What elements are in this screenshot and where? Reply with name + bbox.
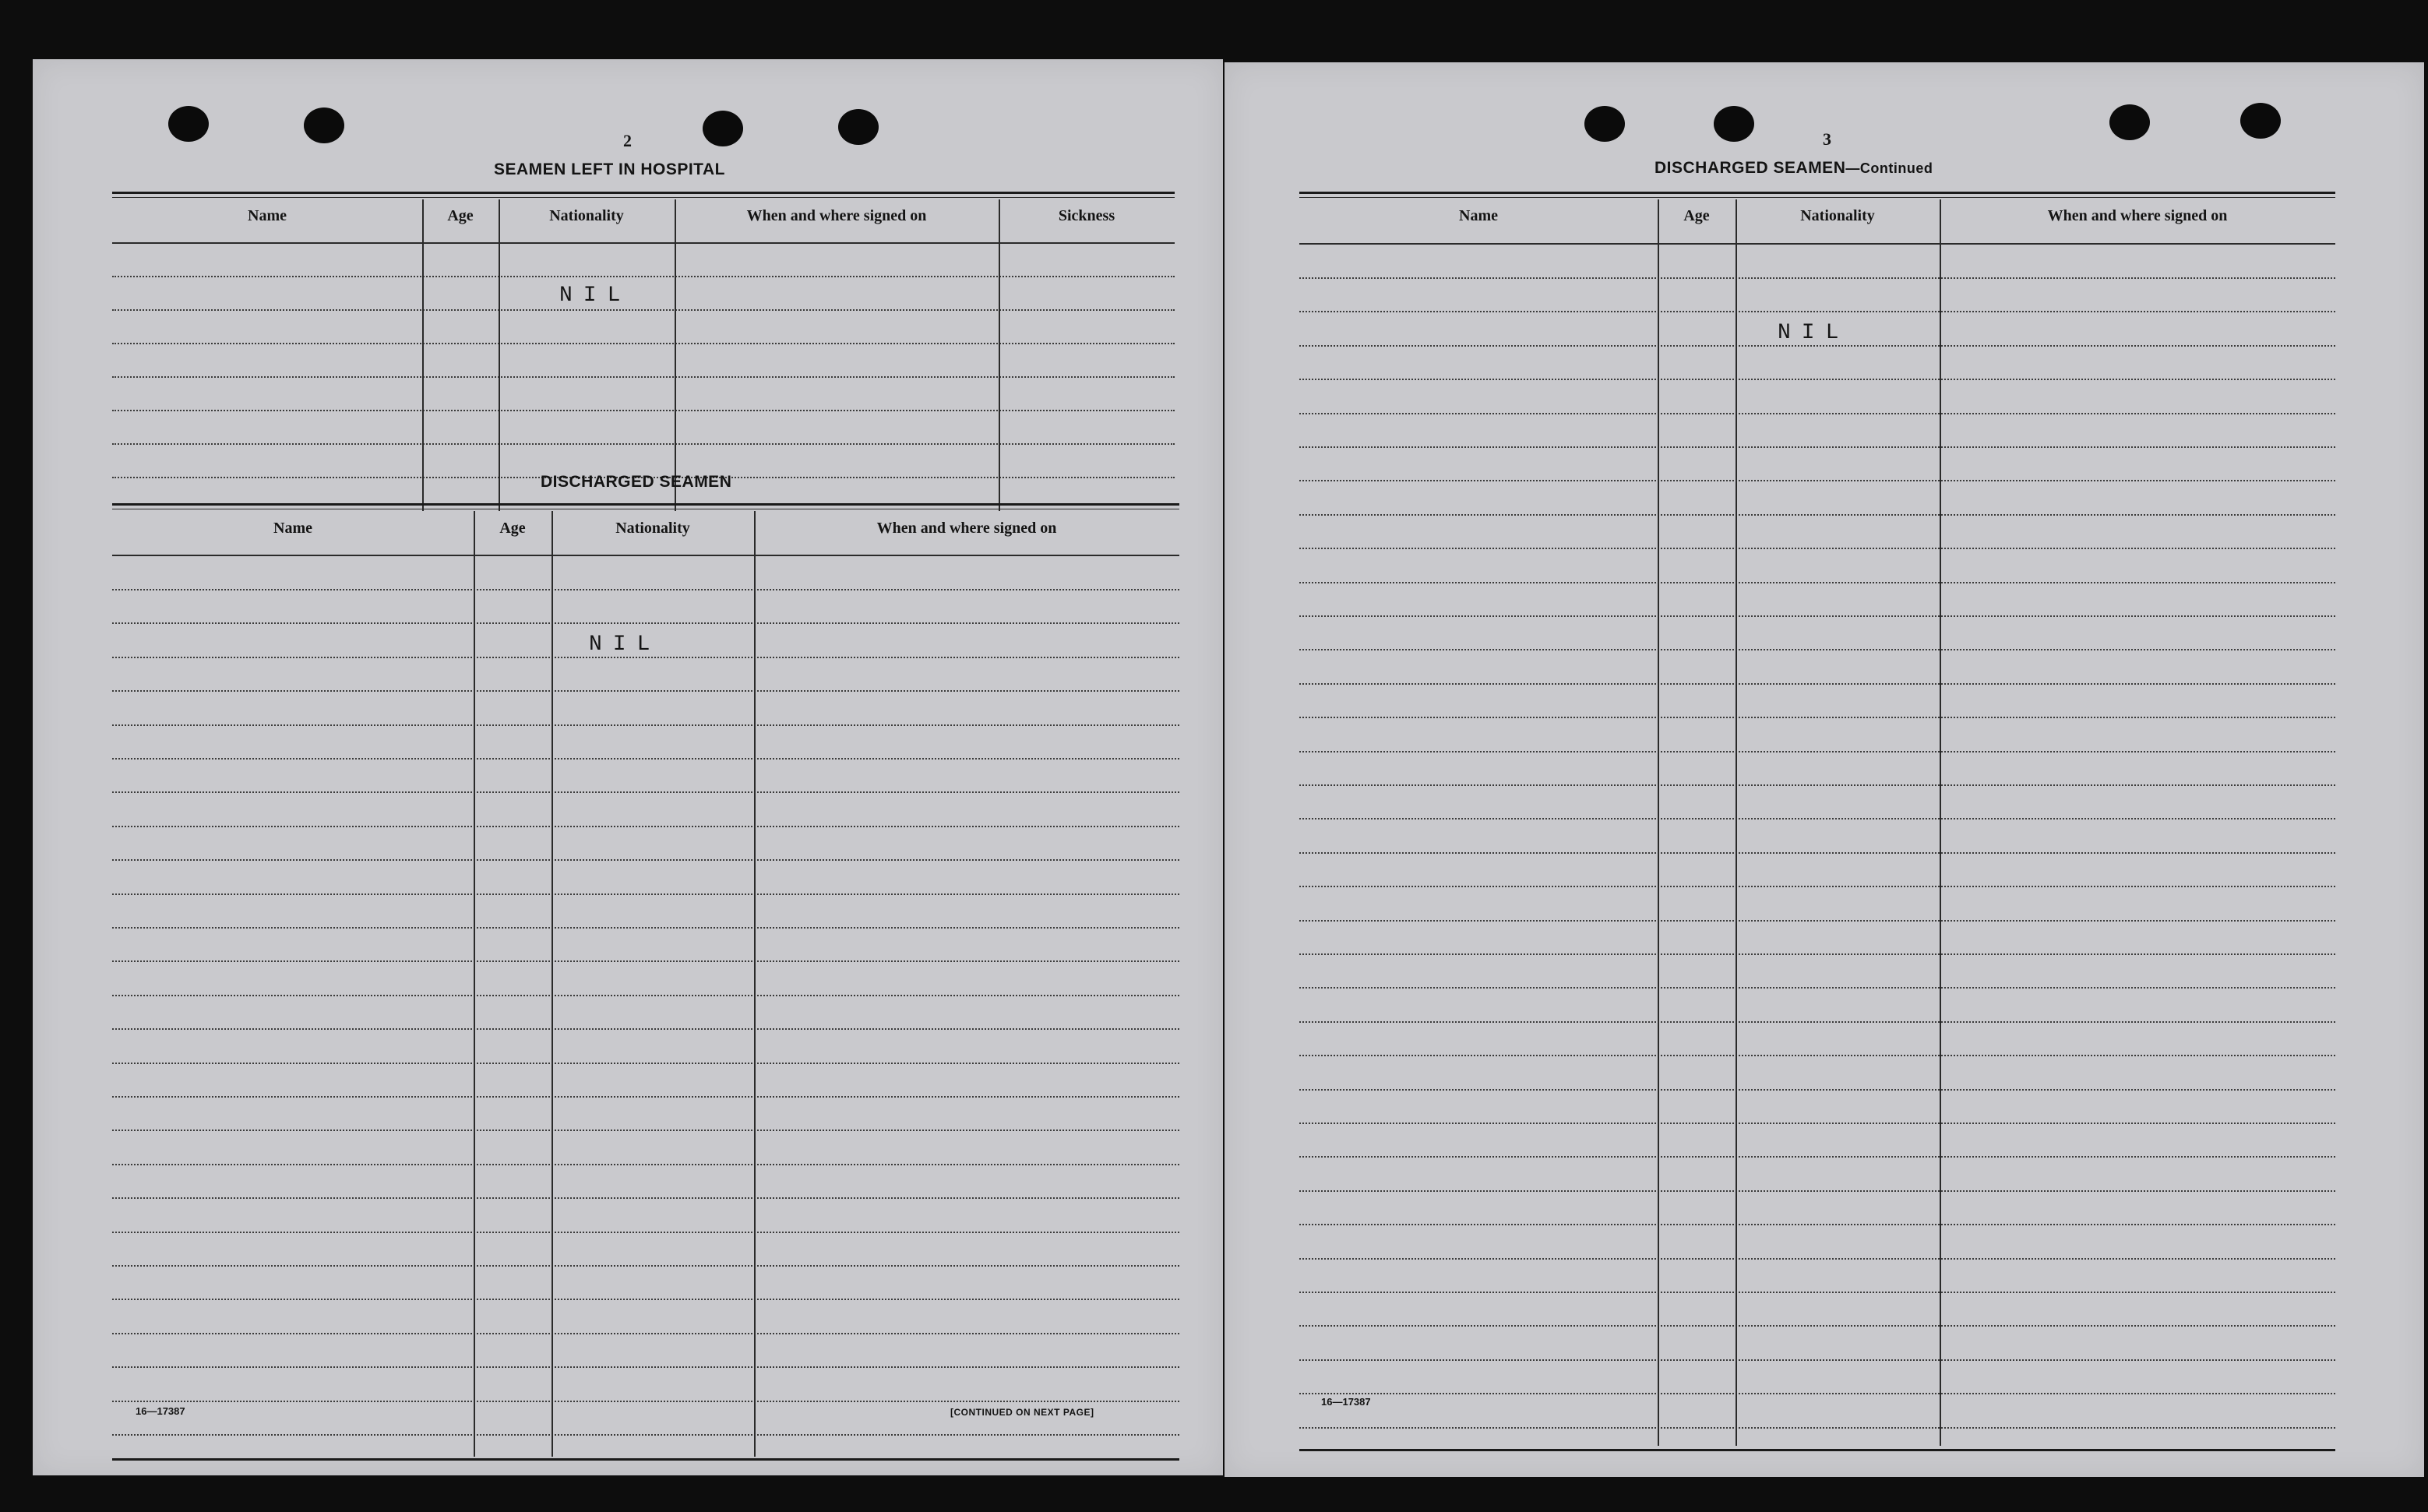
ruled-row-line [1299,953,2335,955]
table-bottom-rule [1299,1449,2335,1451]
hospital-section-title: SEAMEN LEFT IN HOSPITAL [494,160,725,178]
ruled-row-line [1299,480,2335,481]
ruled-row-line [112,657,1179,658]
column-header-signed-on: When and where signed on [2047,207,2228,224]
ruled-row-line [112,927,1179,929]
ruled-row-line [112,995,1179,996]
nil-entry: NIL [1778,321,1850,345]
ruled-row-line [112,309,1175,311]
ruled-row-line [112,960,1179,962]
ruled-row-line [1299,852,2335,854]
column-header-name: Name [1459,207,1498,224]
column-header-nationality: Nationality [549,207,624,224]
ruled-row-line [112,1164,1179,1165]
ruled-row-line [1299,1325,2335,1327]
ruled-row-line [112,758,1179,760]
ruled-row-line [112,690,1179,692]
column-header-name: Name [248,207,287,224]
column-header-age: Age [447,207,474,224]
table-top-rule [112,503,1179,506]
title-suffix: —Continued [1845,160,1933,176]
column-divider [474,511,475,1457]
column-header-signed-on: When and where signed on [876,520,1057,537]
header-rule [112,242,1175,244]
column-divider [754,511,756,1457]
column-divider [999,199,1000,511]
column-divider [499,199,500,511]
ruled-row-line [1299,1292,2335,1293]
ruled-row-line [112,1232,1179,1233]
ruled-row-line [1299,683,2335,685]
column-header-nationality: Nationality [615,520,690,537]
ruled-row-line [1299,1359,2335,1361]
page-number: 3 [1823,129,1831,149]
ruled-row-line [112,1096,1179,1098]
ruled-row-line [1299,345,2335,347]
table-top-rule [1299,197,2335,198]
nil-entry: NIL [559,284,632,308]
ruled-row-line [1299,818,2335,819]
right-page [1225,62,2424,1477]
ruled-row-line [1299,379,2335,380]
ruled-row-line [112,410,1175,411]
table-top-rule [1299,192,2335,194]
column-header-name: Name [273,520,312,537]
ruled-row-line [112,276,1175,277]
left-page [33,59,1223,1475]
punch-hole [838,109,879,145]
ruled-row-line [112,622,1179,624]
punch-hole [2240,103,2281,139]
ruled-row-line [1299,582,2335,583]
ruled-row-line [112,343,1175,344]
ruled-row-line [112,1299,1179,1300]
column-header-signed-on: When and where signed on [746,207,927,224]
discharged-section-title: DISCHARGED SEAMEN [541,473,732,491]
section-title: DISCHARGED SEAMEN [1654,159,1846,177]
ruled-row-line [1299,1055,2335,1056]
ruled-row-line [1299,413,2335,414]
ruled-row-line [1299,920,2335,922]
ruled-row-line [1299,751,2335,752]
column-divider [551,511,553,1457]
ruled-row-line [1299,717,2335,718]
ruled-row-line [1299,784,2335,786]
ruled-row-line [1299,1427,2335,1429]
ruled-row-line [1299,1021,2335,1023]
ruled-row-line [1299,1123,2335,1124]
ruled-row-line [112,443,1175,445]
ruled-row-line [112,791,1179,793]
ruled-row-line [112,376,1175,378]
ruled-row-line [1299,446,2335,448]
form-code: 16—17387 [136,1405,185,1417]
punch-hole [1714,106,1754,142]
column-divider [1736,199,1737,1446]
ruled-row-line [1299,1258,2335,1260]
table-bottom-rule [112,1458,1179,1461]
column-divider [675,199,676,511]
ruled-row-line [1299,987,2335,989]
column-header-age: Age [1683,207,1710,224]
punch-hole [168,106,209,142]
ruled-row-line [1299,1089,2335,1091]
ruled-row-line [1299,1393,2335,1394]
ruled-row-line [112,893,1179,895]
ruled-row-line [112,1434,1179,1436]
column-divider [422,199,424,511]
ruled-row-line [112,1333,1179,1334]
ruled-row-line [112,1197,1179,1199]
ruled-row-line [112,1366,1179,1368]
ruled-row-line [112,826,1179,827]
header-rule [112,555,1179,556]
ruled-row-line [1299,1190,2335,1192]
discharged-continued-title [1654,159,1933,178]
ruled-row-line [112,1028,1179,1030]
punch-hole [703,111,743,146]
column-header-nationality: Nationality [1800,207,1875,224]
ruled-row-line [1299,649,2335,650]
nil-entry: NIL [589,633,661,657]
ruled-row-line [1299,514,2335,516]
ruled-row-line [112,1401,1179,1402]
punch-hole [1584,106,1625,142]
ruled-row-line [1299,1156,2335,1158]
page-number: 2 [623,131,632,150]
table-top-rule [112,192,1175,194]
column-divider [1940,199,1941,1446]
ruled-row-line [112,1063,1179,1064]
column-header-age: Age [499,520,526,537]
ruled-row-line [1299,1224,2335,1225]
ruled-row-line [112,1130,1179,1131]
ruled-row-line [112,1265,1179,1267]
ruled-row-line [112,859,1179,861]
punch-hole [2109,104,2150,140]
column-header-sickness: Sickness [1058,207,1115,224]
column-divider [1658,199,1659,1446]
ruled-row-line [112,589,1179,590]
continued-note: [CONTINUED ON NEXT PAGE] [950,1407,1094,1418]
form-code: 16—17387 [1321,1396,1371,1408]
ruled-row-line [1299,311,2335,312]
ruled-row-line [1299,277,2335,279]
table-top-rule [112,197,1175,198]
ruled-row-line [1299,548,2335,549]
header-rule [1299,243,2335,245]
ruled-row-line [1299,886,2335,887]
ruled-row-line [112,724,1179,726]
punch-hole [304,107,344,143]
ruled-row-line [1299,615,2335,617]
